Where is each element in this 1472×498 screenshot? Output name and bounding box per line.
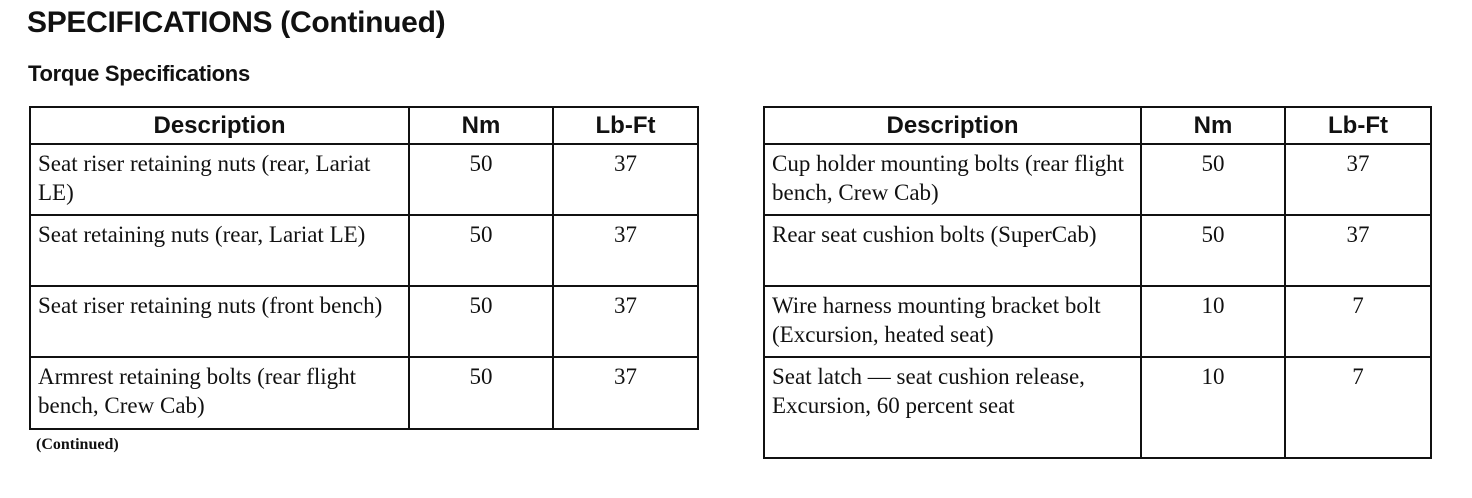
cell-lbft: 7	[1285, 286, 1431, 357]
section-subtitle: Torque Specifications	[28, 61, 250, 86]
cell-lbft: 37	[553, 144, 698, 215]
table-header-row	[30, 107, 698, 144]
table-row	[764, 215, 1431, 286]
cell-description: Wire harness mounting bracket bolt (Excursion, heated seat)	[764, 286, 1141, 357]
cell-nm: 50	[1141, 215, 1285, 286]
table-row	[764, 286, 1431, 357]
continued-note: (Continued)	[36, 436, 119, 453]
cell-nm: 10	[1141, 357, 1285, 458]
torque-table-left	[29, 106, 699, 430]
cell-nm: 10	[1141, 286, 1285, 357]
cell-description: Seat riser retaining nuts (rear, Lariat LE)	[30, 144, 409, 215]
table-row	[30, 286, 698, 357]
cell-lbft: 37	[1285, 215, 1431, 286]
table-header-row	[764, 107, 1431, 144]
cell-nm: 50	[1141, 144, 1285, 215]
cell-lbft: 37	[553, 215, 698, 286]
column-header-description: Description	[764, 107, 1141, 144]
cell-lbft: 37	[1285, 144, 1431, 215]
cell-description: Seat latch — seat cushion release, Excursion, 60 percent seat	[764, 357, 1141, 458]
page-title: SPECIFICATIONS (Continued)	[27, 6, 446, 39]
column-header-nm: Nm	[409, 107, 553, 144]
column-header-description: Description	[30, 107, 409, 144]
cell-lbft: 37	[553, 286, 698, 357]
cell-description: Seat retaining nuts (rear, Lariat LE)	[30, 215, 409, 286]
cell-nm: 50	[409, 286, 553, 357]
cell-description: Rear seat cushion bolts (SuperCab)	[764, 215, 1141, 286]
cell-nm: 50	[409, 215, 553, 286]
cell-nm: 50	[409, 144, 553, 215]
table-row	[30, 357, 698, 429]
column-header-lbft: Lb-Ft	[553, 107, 698, 144]
cell-description: Seat riser retaining nuts (front bench)	[30, 286, 409, 357]
table-row	[764, 144, 1431, 215]
cell-nm: 50	[409, 357, 553, 429]
column-header-lbft: Lb-Ft	[1285, 107, 1431, 144]
cell-description: Cup holder mounting bolts (rear flight bench, Crew Cab)	[764, 144, 1141, 215]
torque-table-right	[763, 106, 1432, 459]
cell-lbft: 37	[553, 357, 698, 429]
cell-description: Armrest retaining bolts (rear flight bench, Crew Cab)	[30, 357, 409, 429]
column-header-nm: Nm	[1141, 107, 1285, 144]
cell-lbft: 7	[1285, 357, 1431, 458]
table-row	[30, 144, 698, 215]
table-row	[764, 357, 1431, 458]
table-row	[30, 215, 698, 286]
